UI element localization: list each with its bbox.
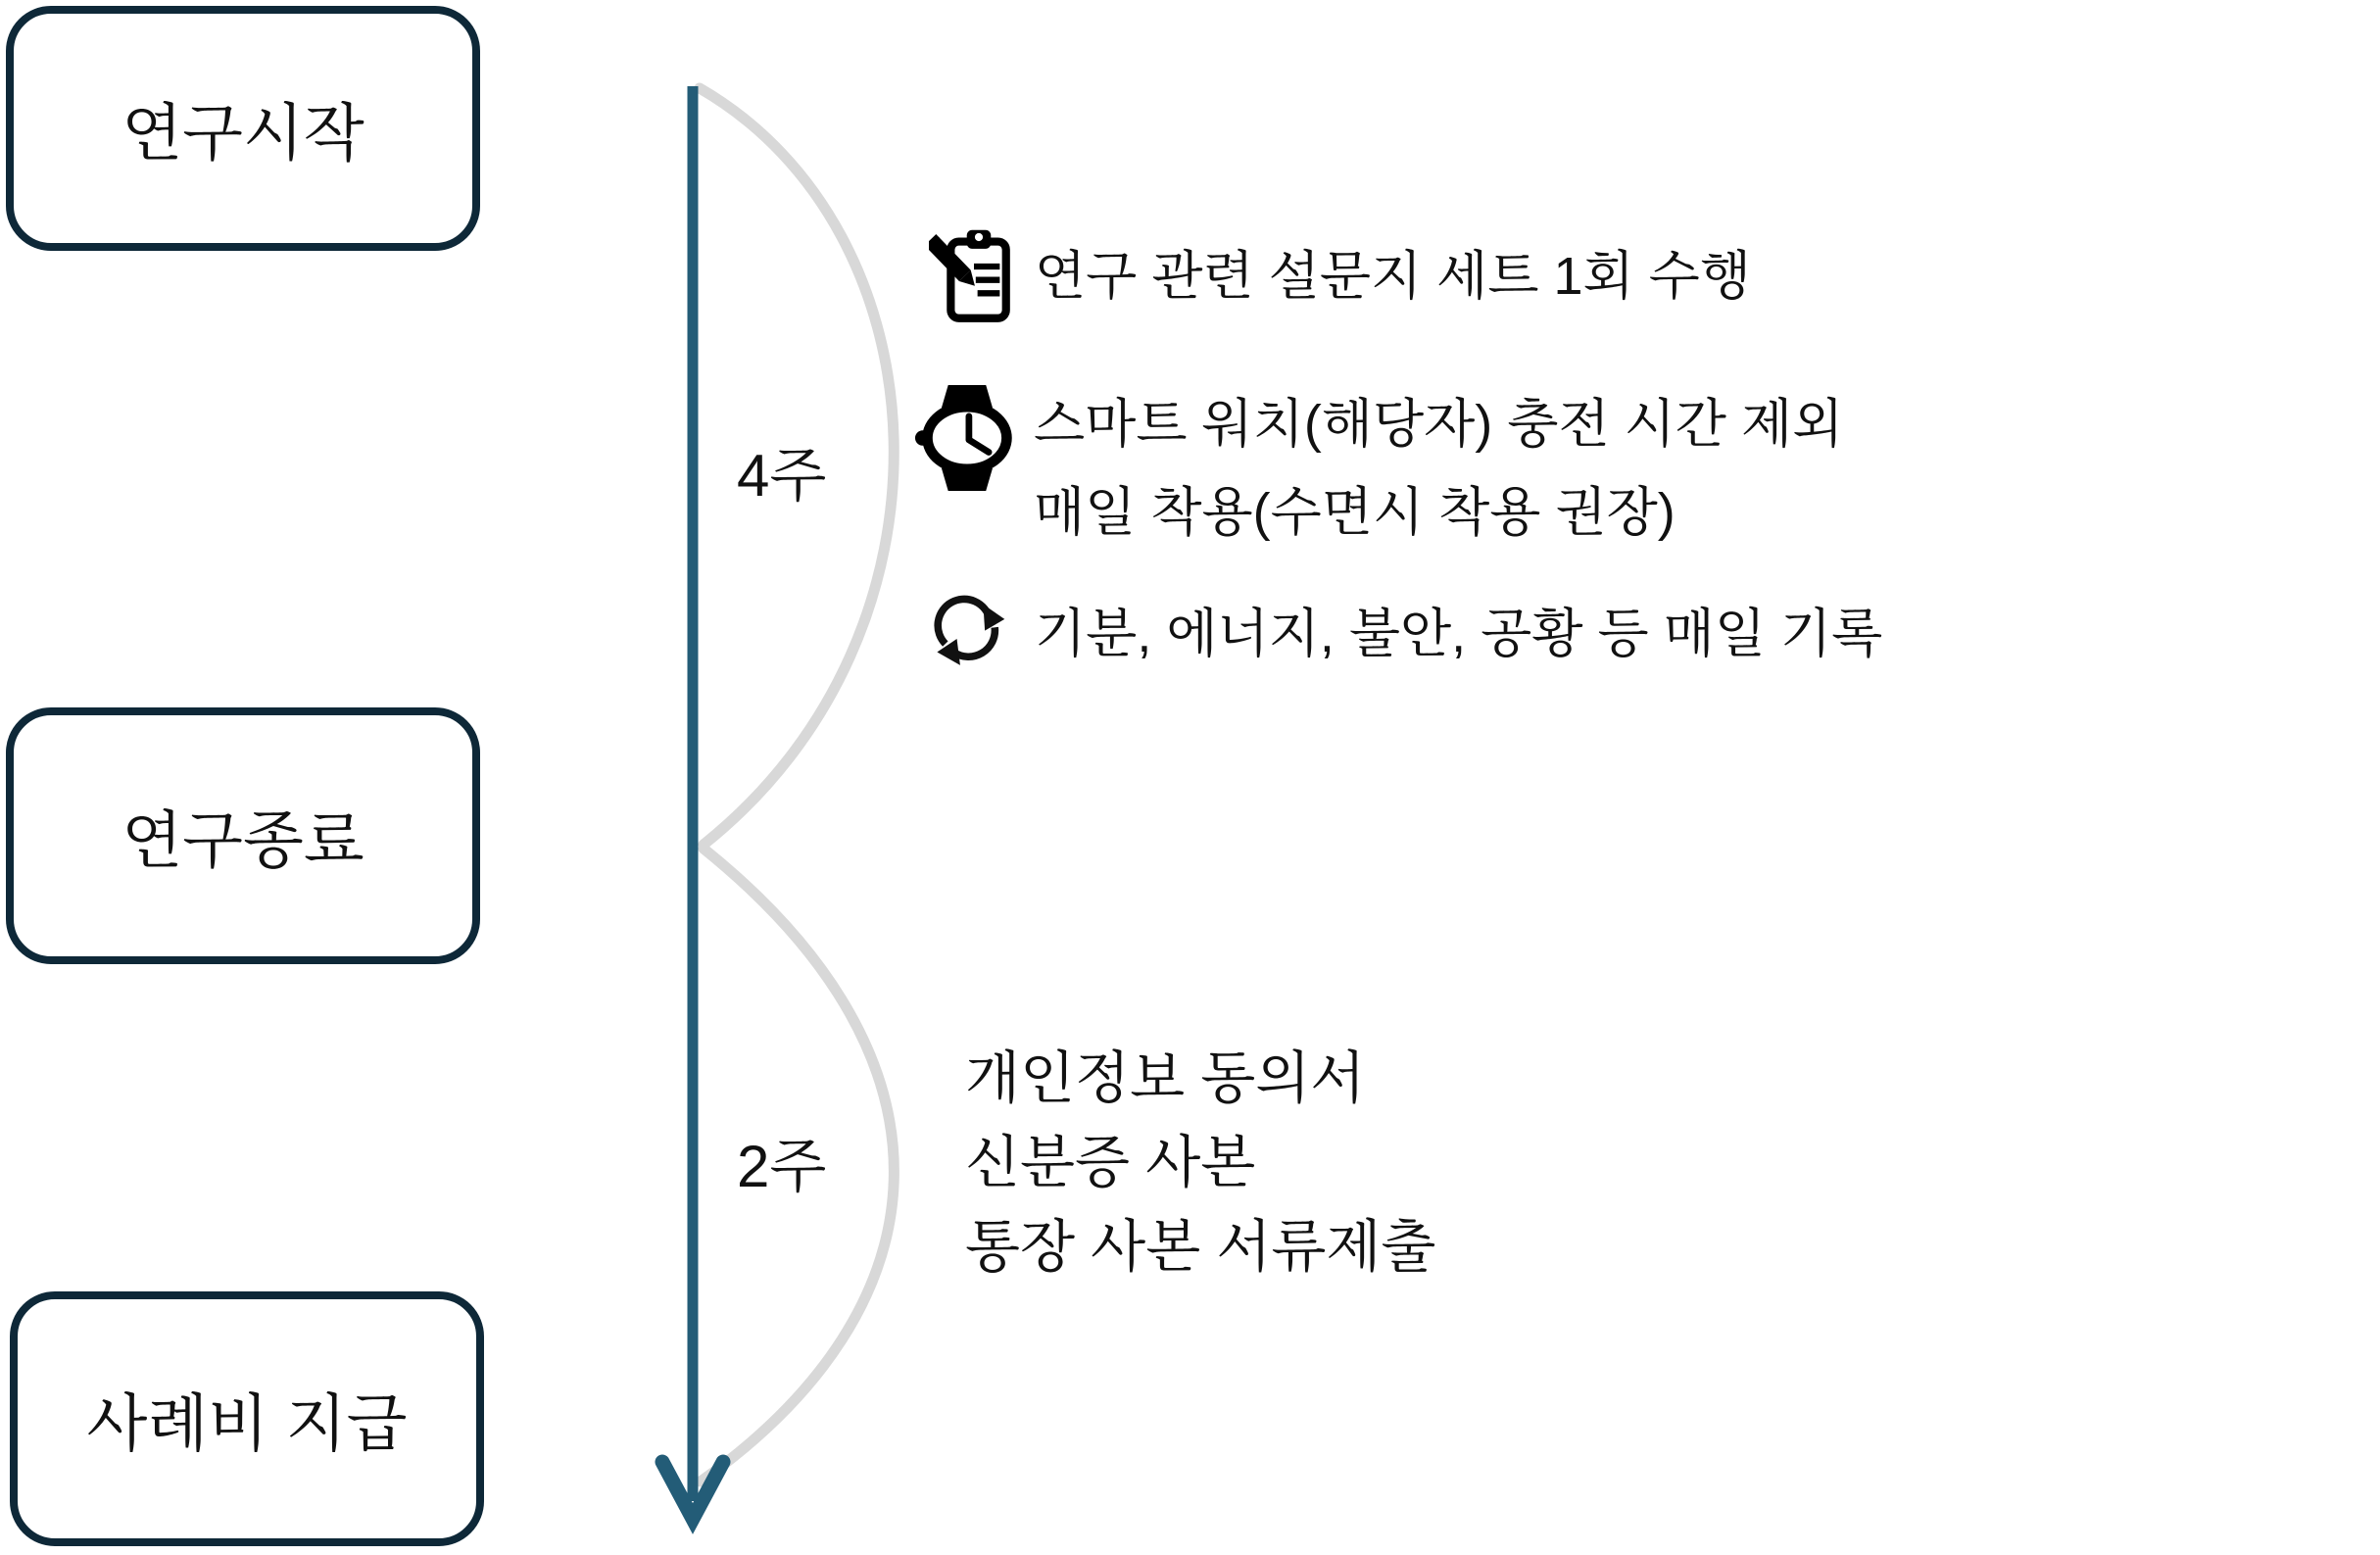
document-submission-list [965,1037,1435,1289]
doc-line-consent: 개인정보 동의서 [965,1046,1366,1110]
interval-label-4-weeks: 4주 [737,443,827,509]
sync-icon [929,591,1011,677]
doc-line-bankbook: 통장 사본 서류제출 [965,1215,1436,1279]
bullet-smart-watch [914,380,1843,557]
bullet-questionnaire-text: 연구 관련 설문지 세트 1회 수행 [1035,247,1752,306]
node-study-start-label: 연구시작 [121,98,364,169]
node-study-start [6,6,480,251]
clipboard-pencil-icon [929,227,1019,325]
node-compensation-payment [10,1291,484,1546]
interval-label-2-weeks: 2주 [737,1134,827,1199]
node-study-end [6,707,480,964]
node-study-end-label: 연구종료 [121,805,364,876]
bullet-daily-record-text: 기분, 에너지, 불안, 공황 등 매일 기록 [1035,605,1883,663]
bullet-smart-watch-text: 스마트 워치(해당자) 충전 시간 제외 매일 착용(수면시 착용 권장) [1034,395,1844,542]
node-compensation-payment-label: 사례비 지급 [86,1388,408,1459]
bullet-questionnaire [929,227,1751,325]
bullet-daily-record [929,590,1882,678]
watch-icon [914,384,1018,492]
doc-line-id-copy: 신분증 사본 [965,1131,1256,1194]
